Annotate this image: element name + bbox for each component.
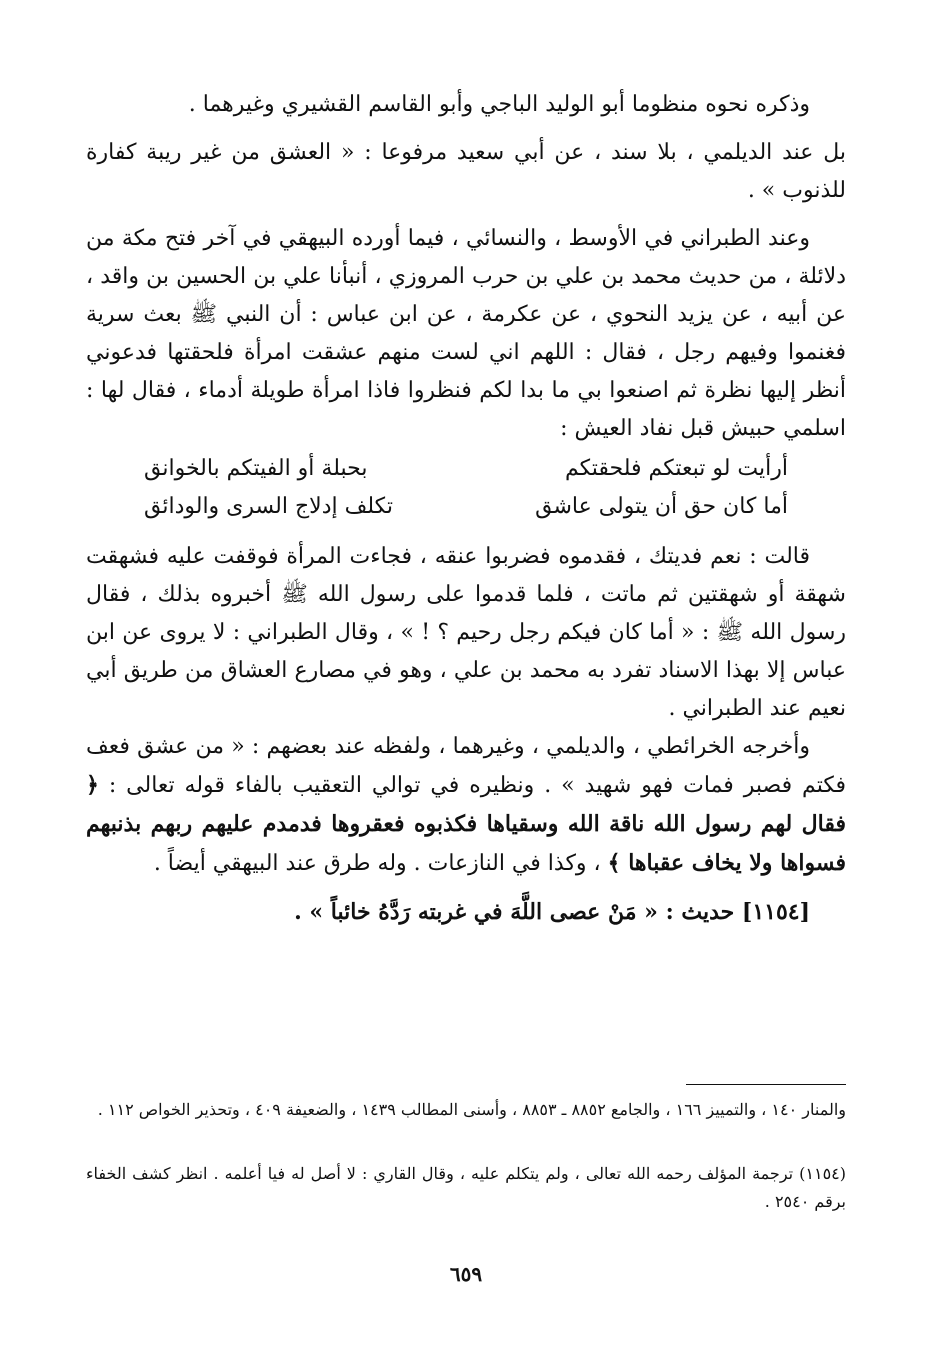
- paragraph-5-end: ، وكذا في النازعات . وله طرق عند البيهقي أيضاً .: [153, 851, 608, 876]
- paragraph-5: [86, 728, 846, 883]
- paragraph-5-start: وأخرجه الخرائطي ، والديلمي ، وغيرهما ، ولفظه عند بعضهم : « من عشق فعف فكتم فصبر فمات فهو شهيد » . ونظيره في توالي التعقيب بالفاء قوله تعالى :: [86, 734, 846, 798]
- poem: [86, 450, 846, 526]
- footnote-1: والمنار ١٤٠ ، والتمييز ١٦٦ ، والجامع ٨٨٥٢ ـ ٨٨٥٣ ، وأسنى المطالب ١٤٣٩ ، والضعيفة ٤٠٩ ، وتحذير الخواص ١١٢ .: [97, 1100, 846, 1119]
- verse-1-first-hemistich: أرأيت لو تبعتكم فلحقتكم: [565, 456, 788, 481]
- verse-line: [86, 450, 846, 488]
- main-text: [86, 86, 846, 931]
- hadith-number: [١١٥٤]: [741, 899, 810, 925]
- paragraph-3: وعند الطبراني في الأوسط ، والنسائي ، فيما أورده البيهقي في آخر فتح مكة من دلائلة ، من حديث محمد بن علي بن حرب المروزي ، أنبأنا علي بن الحسين بن واقد ، عن أبيه ، عن يزيد النحوي ، عن عكرمة ، عن ابن عباس : أن النبي ﷺ بعث سرية فغنموا وفيهم رجل ، فقال : اللهم اني لست منهم عشقت امرأة فلحقتها فدعوني أنظر إليها نظرة ثم اصنعوا بي ما بدا لكم فنظروا فاذا امرأة طويلة أدماء ، فقال لها : اسلمي حبيش قبل نفاد العيش :: [86, 226, 846, 441]
- paragraph-4: قالت : نعم فديتك ، فقدموه فضربوا عنقه ، فجاءت المرأة فوقفت عليه فشهقت شهقة أو شهقتين ثم ماتت ، فلما قدموا على رسول الله ﷺ أخبروه بذلك ، فقال رسول الله ﷺ : « أما كان فيكم رجل رحيم ؟ ! » ، وقال الطبراني : لا يروى عن ابن عباس إلا بهذا الاسناد تفرد به محمد بن علي ، وهو في مصارع العشاق من طريق أبي نعيم عند الطبراني .: [86, 544, 846, 721]
- verse-1-second-hemistich: بحبلة أو الفيتكم بالخوانق: [144, 456, 368, 481]
- footnote-2: (١١٥٤) ترجمة المؤلف رحمه الله تعالى ، ولم يتكلم عليه ، وقال القاري : لا أصل له فيا أعلمه . انظر كشف الخفاء برقم ٢٥٤٠ .: [86, 1164, 846, 1211]
- verse-line: [86, 488, 846, 526]
- verse-2-second-hemistich: تكلف إدلاج السرى والودائق: [144, 494, 393, 519]
- hadith-text: حديث : « مَنْ عصى اللَّهَ في غربته رَدَّهُ خائباً » .: [294, 899, 742, 925]
- verse-2-first-hemistich: أما كان حق أن يتولى عاشق: [535, 494, 788, 519]
- quran-quote: ﴿ فقال لهم رسول الله ناقة الله وسقياها فكذبوه فعقروها فدمدم عليهم ربهم بذنبهم فسواها ولا يخاف عقباها ﴾: [86, 772, 846, 876]
- paragraph-2: بل عند الديلمي ، بلا سند ، عن أبي سعيد مرفوعا : « العشق من غير ريبة كفارة للذنوب » .: [86, 140, 846, 203]
- footnote-separator: [686, 1084, 846, 1085]
- page-number: ٦٥٩: [449, 1262, 483, 1286]
- paragraph-1: وذكره نحوه منظوما أبو الوليد الباجي وأبو القاسم القشيري وغيرهما .: [188, 92, 810, 117]
- hadith-heading: [86, 893, 846, 931]
